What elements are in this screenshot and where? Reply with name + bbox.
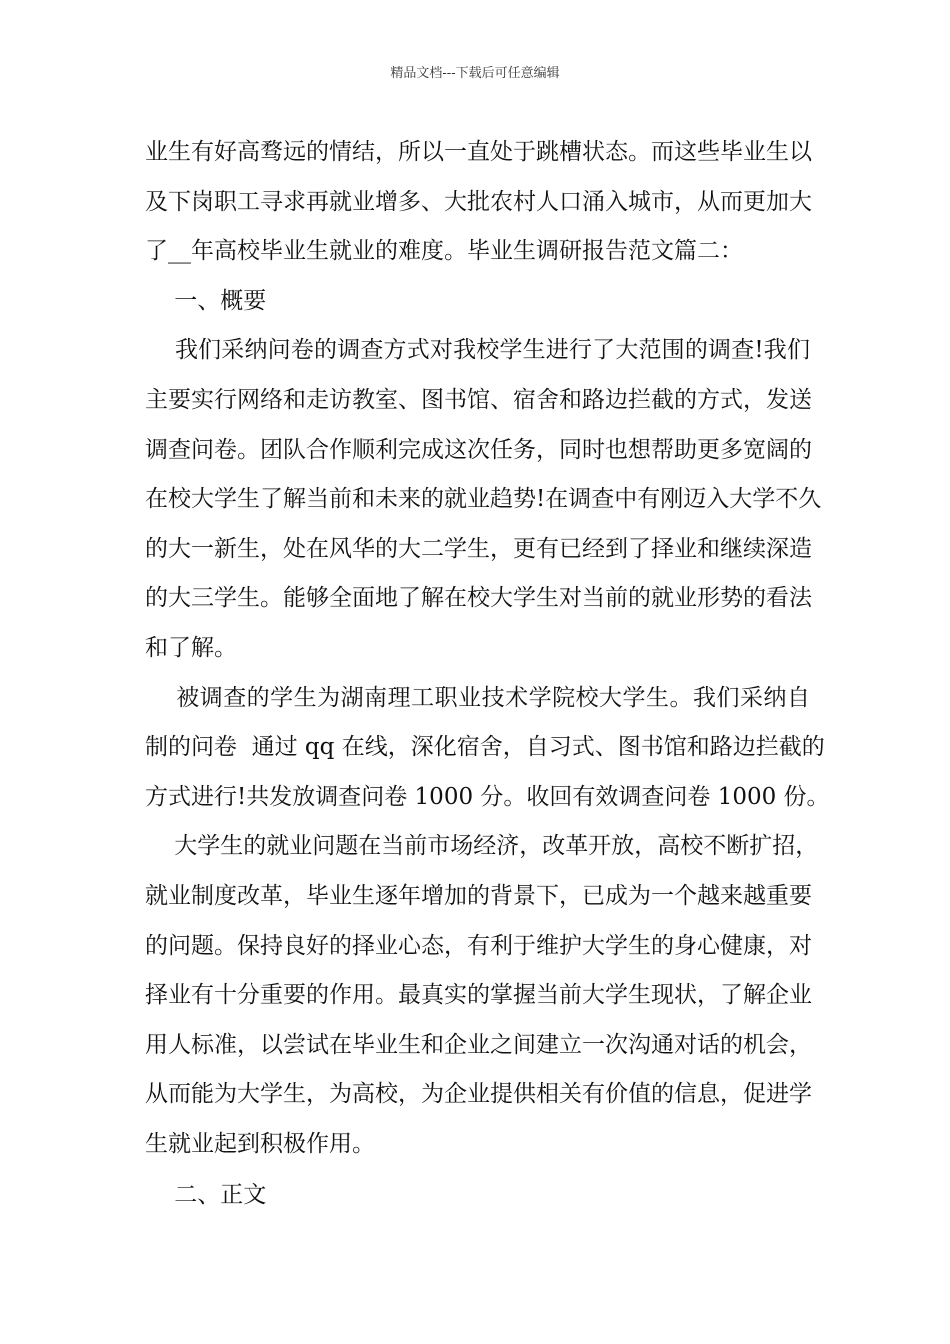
- page-header: 精品文档---下载后可任意编辑: [390, 66, 560, 81]
- text-line: 了__年高校毕业生就业的难度。毕业生调研报告范文篇二：: [145, 238, 743, 265]
- text-line: 我们采纳问卷的调查方式对我校学生进行了大范围的调查!我们: [145, 337, 810, 364]
- section-heading-main-text: 二、正文: [145, 1182, 267, 1209]
- text-line: 调查问卷。团队合作顺利完成这次任务，同时也想帮助更多宽阔的: [145, 436, 812, 463]
- section-heading-overview: 一、概要: [145, 287, 267, 314]
- document-body: [145, 128, 830, 1221]
- text-line: 就业制度改革，毕业生逐年增加的背景下，已成为一个越来越重要: [145, 882, 812, 909]
- text-line: 择业有十分重要的作用。最真实的掌握当前大学生现状，了解企业: [145, 982, 812, 1009]
- text-line: 大学生的就业问题在当前市场经济，改革开放，高校不断扩招，: [145, 833, 819, 860]
- text-line: 制的问卷 通过 qq 在线，深化宿舍，自习式、图书馆和路边拦截的: [145, 734, 825, 761]
- text-line: 从而能为大学生，为高校，为企业提供相关有价值的信息，促进学: [145, 1081, 812, 1108]
- text-line: 的大一新生，处在风华的大二学生，更有已经到了择业和继续深造: [145, 535, 812, 562]
- text-line: 业生有好高骛远的情结，所以一直处于跳槽状态。而这些毕业生以: [145, 139, 812, 165]
- text-line: 被调查的学生为湖南理工职业技术学院校大学生。我们采纳自: [145, 684, 810, 711]
- text-line: 用人标准，以尝试在毕业生和企业之间建立一次沟通对话的机会，: [145, 1031, 812, 1058]
- text-line: 及下岗职工寻求再就业增多、大批农村人口涌入城市，从而更加大: [145, 188, 812, 215]
- text-line: 生就业起到积极作用。: [145, 1130, 375, 1157]
- text-line: 方式进行!共发放调查问卷 1000 分。收回有效调查问卷 1000 份。: [145, 783, 830, 810]
- text-line: 主要实行网络和走访教室、图书馆、宿舍和路边拦截的方式，发送: [145, 386, 812, 413]
- text-line: 的问题。保持良好的择业心态，有利于维护大学生的身心健康，对: [145, 932, 812, 959]
- text-line: 在校大学生了解当前和未来的就业趋势!在调查中有刚迈入大学不久: [145, 486, 822, 513]
- text-line: 的大三学生。能够全面地了解在校大学生对当前的就业形势的看法: [145, 585, 812, 612]
- text-line: 和了解。: [145, 634, 237, 661]
